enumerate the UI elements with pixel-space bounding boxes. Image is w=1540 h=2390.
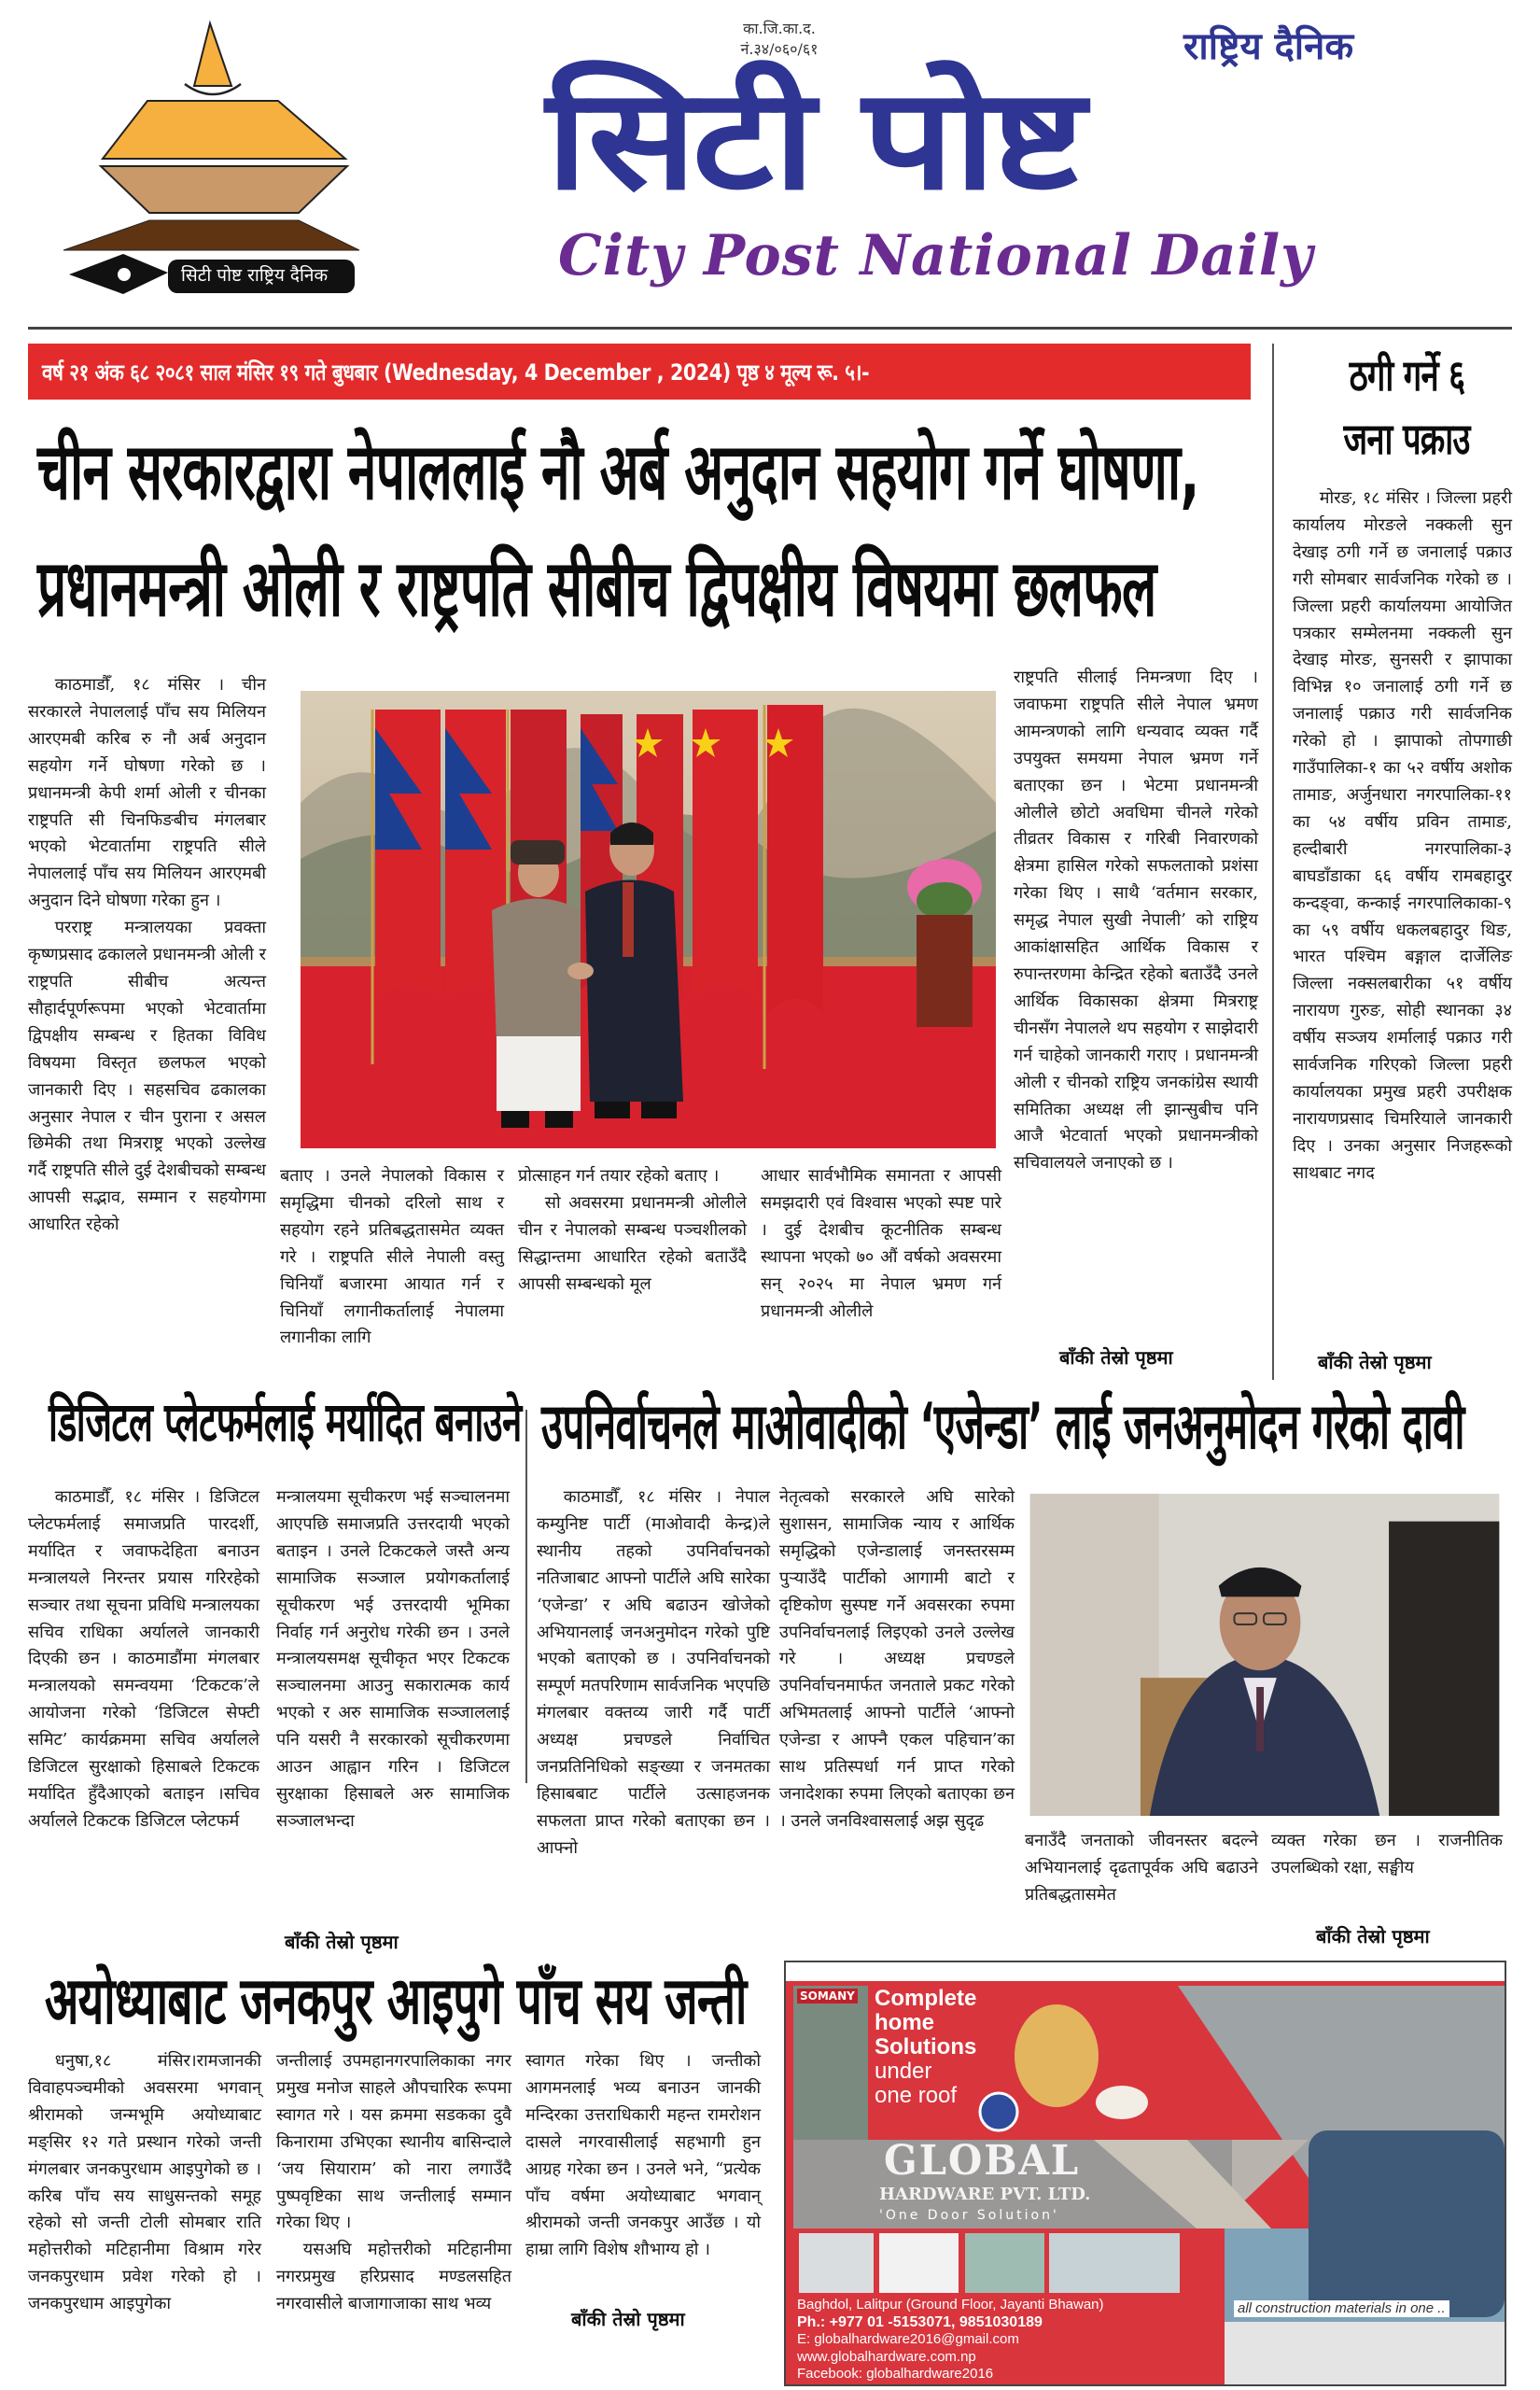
masthead-title-nepali: सिटी पोष्ट — [546, 59, 1082, 221]
registration-number — [723, 19, 835, 60]
ayodhya-col-2 — [276, 2048, 511, 2318]
ayodhya-col-2-para-1: जन्तीलाई उपमहानगरपालिकाका नगर प्रमुख मनोज साहले औपचारिक रूपमा स्वागत गरे । यस क्रममा सडकका दुवै किनारामा उभिएका स्थानीय बासिन्दाले ‘जय सियाराम’ को नारा लगाउँदै पुष्पवृष्टिका साथ जन्तीलाई सम्मान गरेका थिए । — [276, 2051, 511, 2233]
registration-line-1: का.जि.का.द. — [743, 20, 816, 37]
ad-address: Baghdol, Lalitpur (Ground Floor, Jayanti Bhawan) — [797, 2297, 1104, 2313]
maoist-col-2-text: नेतृत्वको सरकारले अघि सारेको सुशासन, सामाजिक न्याय र आर्थिक समृद्धिको एजेन्डालाई जनस्तरसम्म पुर्‍याउँदै पार्टीको आगामी बाटो र दृष्टिकोण सुस्पष्ट गर्ने अवसरका रुपमा उपनिर्वाचनलाई लिइएको उनले उल्लेख गरे । अध्यक्ष प्रचण्डले उपनिर्वाचनमार्फत जनताले प्रकट गरेको अभिमतलाई आफ्नो पार्टीले ‘आफ्नो एजेन्डा र आफ्नै एकल पहिचान’का साथ प्रतिस्पर्धा गर्न प्राप्त गरेको जनादेशका रुपमा लिएको बताएका छन । उनले जनविश्वासलाई अझ सुदृढ — [779, 1487, 1015, 1831]
side-story-body — [1293, 485, 1512, 1188]
masthead-divider — [28, 327, 1512, 330]
digital-col-2-text: मन्त्रालयमा सूचीकरण भई सञ्चालनमा आएपछि समाजप्रति उत्तरदायी भएको बताइन । उनले टिकटकले जस्तै अन्य सामाजिक सञ्जाल प्रयोगकर्तालाई सूचीकरण भई उत्तरदायी भूमिका निर्वाह गर्न अनुरोध गरेकी छन । उनले मन्त्रालयसमक्ष सूचीकृत भएर टिकटक सञ्चालनमा आउनु सकारात्मक कार्य भएको र अरु सामाजिक सञ्जाललाई पनि यसरी नै सरकारको सूचीकरणमा आउन आह्वान गरिन । डिजिटल सुरक्षाका हिसाबले अरु सामाजिक सञ्जालभन्दा — [276, 1487, 510, 1831]
lead-col-4-text: आधार सार्वभौमिक समानता र आपसी समझदारी एवं विश्वास भएको स्पष्ट पारे । दुई देशबीच कूटनीतिक सम्बन्ध स्थापना भएको ७० औं वर्षको अवसरमा सन् २०२५ मा नेपाल भ्रमण गर्न प्रधानमन्त्री ओलीले — [761, 1166, 1001, 1321]
maoist-col-4-text: व्यक्त गरेका छन । राजनीतिक उपलब्धिको रक्षा, सङ्घीय — [1271, 1831, 1503, 1877]
digital-col-1-text: काठमाडौँ, १८ मंसिर । डिजिटल प्लेटफर्मलाई समाजप्रति पारदर्शी, मर्यादित र जवाफदेहिता बनाउन मन्त्रालयले निरन्तर प्रयास गरिरहेको सञ्चार तथा सूचना प्रविधि मन्त्रालयका सचिव राधिका अर्यालले जानकारी दिएकी छन । काठमाडौंमा मंगलबार मन्त्रालयको समन्वयमा ‘टिकटक’ले आयोजना गरेको ‘डिजिटल सेफ्टी समिट’ कार्यक्रममा सचिव अर्यालले डिजिटल सुरक्षाको हिसाबले टिकटक मर्यादित हुँदैआएको बताइन ।सचिव अर्यालले टिकटक डिजिटल प्लेटफर्म — [28, 1487, 259, 1831]
side-headline-line-1: ठगी गर्ने ६ — [1349, 350, 1465, 401]
leaders-handshake-photo-icon — [301, 691, 996, 1148]
digital-col-1 — [28, 1484, 259, 1835]
masthead-logo — [37, 9, 523, 299]
maoist-col-2 — [779, 1484, 1015, 1835]
global-hardware-ad[interactable] — [784, 1961, 1506, 2386]
lead-col-1-para-2: परराष्ट्र मन्त्रालयका प्रवक्ता कृष्णप्रसाद ढकालले प्रधानमन्त्री ओली र राष्ट्रपति सीबीच अत्यन्त सौहार्दपूर्णरूपमा भएको भेटवार्तामा द्विपक्षीय सम्बन्ध र हितका विविध विषयमा विस्तृत छलफल भएको जानकारी दिए । सहसचिव ढकालका अनुसार नेपाल र चीन पुराना र असल छिमेकी तथा मित्रराष्ट्र भएको उल्लेख गर्दै राष्ट्रपति सीले दुई देशबीचको सम्बन्ध आपसी सद्भाव, सम्मान र सहयोगमा आधारित रहेको — [28, 918, 266, 1235]
ad-facebook[interactable]: Facebook: globalhardware2016 — [797, 2366, 994, 2382]
ad-company-sub: HARDWARE PVT. LTD. — [879, 2185, 1091, 2204]
lead-col-2 — [280, 1163, 504, 1352]
side-story-paragraph: मोरङ, १८ मंसिर । जिल्ला प्रहरी कार्यालय मोरङले नक्कली सुन देखाइ ठगी गर्ने छ जनालाई पक्राउ गरी सोमबार सार्वजनिक गरेको छ । जिल्ला प्रहरी कार्यालयमा आयोजित पत्रकार सम्मेलनमा नक्कली सुन देखाइ मोरङ, सुनसरी र झापाका विभिन्न १० जनालाई ठगी गर्ने छ जनालाई पक्राउ गरी सार्वजनिक गरेको हो । झापाको तोपगाछी गाउँपालिका-१ का ५२ वर्षीय अशोक तामाङ, अर्जुनधारा नगरपालिका-११ का ५४ वर्षीय प्रविन तामाङ, हल्दीबारी नगरपालिका-३ बाघडाँडाका ६६ वर्षीय रामबहादुर कन्दङ्वा, कन्काई नगरपालिकाका-९ का ५९ वर्षीय धकलबहादुर थिङ, भारत पश्चिम बङ्गाल दार्जेलिङ जिल्ला नक्सलबारीका ५१ वर्षीय नारायण गुरुङ, सोही स्थानका ३४ वर्षीय सञ्जय शर्मालाई पक्राउ गरी सार्वजनिक गरिएको जिल्ला प्रहरी कार्यालयका प्रमुख प्रहरी उपरीक्षक नारायणप्रसाद चिमरियाले जानकारी दिए । उनका अनुसार निजहरूको साथबाट नगद — [1293, 488, 1512, 1183]
maoist-col-1-text: काठमाडौँ, १८ मंसिर । नेपाल कम्युनिष्ट पार्टी (माओवादी केन्द्र)ले स्थानीय तहको उपनिर्वाचनको नतिजाबाट आफ्नो पार्टीले अघि सारेका ‘एजेन्डा’ र अघि बढाउन खोजेको अभियानलाई जनअनुमोदन गरेको पुष्टि भएको बताएको छ । उपनिर्वाचनको सम्पूर्ण मतपरिणाम सार्वजनिक भएपछि मंगलबार वक्तव्य जारी गर्दै पार्टी अध्यक्ष प्रचण्डले निर्वाचित जनप्रतिनिधिको सङ्ख्या र जनमतका हिसाबबाट पार्टीले उत्साहजनक सफलता प्राप्त गरेको बताएका छन । आफ्नो — [537, 1487, 770, 1858]
ad-phone: Ph.: +977 01 -5153071, 9851030189 — [797, 2313, 1043, 2330]
lead-col-3-para-2: सो अवसरमा प्रधानमन्त्री ओलीले चीन र नेपालको सम्बन्ध पञ्चशीलको सिद्धान्तमा आधारित रहेको बताउँदै आपसी सम्बन्धको मूल — [518, 1192, 747, 1294]
lead-headline-line-1: चीन सरकारद्वारा नेपाललाई नौ अर्ब अनुदान सहयोग गर्ने घोषणा, — [37, 426, 1199, 517]
ad-slogan-4: under — [875, 2059, 932, 2084]
side-headline-line-2: जना पक्राउ — [1343, 414, 1471, 464]
lead-col-5-text: राष्ट्रपति सीलाई निमन्त्रणा दिए । जवाफमा राष्ट्रपति सीले नेपाल भ्रमण आमन्त्रणको लागि धन्यवाद व्यक्त गर्दै उपयुक्त समयमा नेपाल भ्रमण गर्ने बताएका छन । भेटमा प्रधानमन्त्री ओलीले छोटो अवधिमा चीनले गरेको तीव्रतर विकास र गरिबी निवारणको क्षेत्रमा हासिल गरेको सफलताको प्रशंसा गरेका थिए । साथै ‘वर्तमान सरकार, समृद्ध नेपाल सुखी नेपाली’ को राष्ट्रिय आकांक्षासहित आर्थिक विकास र रुपान्तरणमा केन्द्रित रहेको बताउँदै उनले आर्थिक विकासका क्षेत्रमा मित्रराष्ट्र चीनसँग नेपालले थप सहयोग र साझेदारी गर्न चाहेको जानकारी गराए । प्रधानमन्त्री ओली र चीनको राष्ट्रिय जनकांग्रेस स्थायी समितिका अध्यक्ष ली झान्सुबीच पनि आजै भेटवार्ता भएको प्रधानमन्त्रीको सचिवालयले जनाएको छ । — [1014, 668, 1258, 1174]
ad-contact — [797, 2297, 1217, 2383]
lead-col-1-para-1: काठमाडौँ, १८ मंसिर । चीन सरकारले नेपाललाई पाँच सय मिलियन आरएमबी करिब रु नौ अर्ब अनुदान सहयोग गर्ने घोषणा गरेको छ ।प्रधानमन्त्री केपी शर्मा ओली र चीनका राष्ट्रपति सी चिनफिङबीच मंगलबार भएको भेटवार्तामा राष्ट्रपति सीले नेपाललाई पाँच सय मिलियन आरएमबी अनुदान दिने घोषणा गरेका हुन । — [28, 675, 266, 911]
lead-photo — [301, 691, 996, 1148]
maoist-col-4 — [1271, 1828, 1503, 1882]
digital-story-continued[interactable]: बाँकी तेस्रो पृष्ठमा — [285, 1931, 399, 1953]
lead-col-4 — [761, 1163, 1001, 1325]
issue-banner — [28, 344, 1251, 400]
maoist-col-1 — [537, 1484, 770, 1863]
lead-col-1 — [28, 672, 266, 1239]
digital-col-2 — [276, 1484, 510, 1835]
ad-slogan-3: Solutions — [875, 2034, 977, 2060]
lead-col-3-para-1: प्रोत्साहन गर्न तयार रहेको बताए । — [518, 1166, 720, 1186]
ad-email[interactable]: E: globalhardware2016@gmail.com — [797, 2331, 1019, 2347]
issue-banner-text: वर्ष २१ अंक ६८ २०८१ साल मंसिर १९ गते बुधबार (Wednesday, 4 December , 2024) पृष्ठ ४ मूल्य रू. ५।- — [42, 359, 870, 386]
ayodhya-col-1 — [28, 2048, 261, 2318]
ad-brand-badge: SOMANY — [797, 1989, 858, 2003]
ayodhya-story-continued[interactable]: बाँकी तेस्रो पृष्ठमा — [571, 2308, 685, 2330]
side-story-headline — [1293, 347, 1521, 467]
ayodhya-col-1-text: धनुषा,१८ मंसिर।रामजानकी विवाहपञ्चमीको अवसरमा भगवान् श्रीरामको जन्मभूमि अयोध्याबाट मङ्सिर १२ गते प्रस्थान गरेको जन्ती मंगलबार जनकपुरधाम आइपुगेको छ । करिब पाँच सय साधुसन्तको समूह रहेको सो जन्ती टोली सोमबार राति महोत्तरीको मटिहानीमा विश्राम गरेर जनकपुरधाम प्रवेश गरेको हो । जनकपुरधाम आइपुगेका — [28, 2051, 261, 2314]
ad-caption: all construction materials in one .. — [1234, 2300, 1449, 2317]
ayodhya-col-2-para-2: यसअघि महोत्तरीको मटिहानीमा नगरप्रमुख हरिप्रसाद मण्डलसहित नगरवासीले बाजागाजाका साथ भव्य — [276, 2240, 511, 2314]
column-divider-middle — [525, 1410, 527, 1783]
ad-slogan-2: home — [875, 2010, 935, 2035]
maoist-photo — [1027, 1494, 1503, 1816]
ad-website[interactable]: www.globalhardware.com.np — [797, 2348, 976, 2365]
ayodhya-col-3 — [525, 2048, 761, 2264]
maoist-col-3 — [1025, 1828, 1258, 1909]
lead-col-2-text: बताए । उनले नेपालको विकास र समृद्धिमा चीनको दरिलो साथ र सहयोग रहने प्रतिबद्धतासमेत व्यक्त गरे । राष्ट्रपति सीले नेपाली वस्तु चिनियाँ बजारमा आयात गर्न र चिनियाँ लगानीकर्तालाई नेपालमा लगानीका लागि — [280, 1166, 504, 1348]
logo-caption: सिटी पोष्ट राष्ट्रिय दैनिक — [181, 265, 329, 286]
lead-headline-line-2: प्रधानमन्त्री ओली र राष्ट्रपति सीबीच द्विपक्षीय विषयमा छलफल — [37, 542, 1156, 634]
ayodhya-story-headline: अयोध्याबाट जनकपुर आइपुगे पाँच सय जन्ती — [45, 1962, 747, 2039]
leader-portrait-photo-icon — [1027, 1494, 1503, 1816]
registration-line-2: नं.३४/०६०/६१ — [740, 40, 819, 58]
masthead-tagline: राष्ट्रिय दैनिक — [1183, 25, 1354, 68]
lead-col-3 — [518, 1163, 747, 1299]
ad-slogan-1: Complete — [875, 1986, 977, 2011]
pagoda-pen-logo-icon — [37, 9, 523, 299]
ad-slogan-5: one roof — [875, 2083, 958, 2108]
ad-slogan — [875, 1987, 976, 2108]
masthead-title-english: City Post National Daily — [558, 223, 1314, 288]
maoist-story-continued[interactable]: बाँकी तेस्रो पृष्ठमा — [1316, 1925, 1430, 1947]
maoist-col-3-text: बनाउँदै जनताको जीवनस्तर बदल्ने अभियानलाई दृढतापूर्वक अघि बढाउने प्रतिबद्धतासमेत — [1025, 1831, 1258, 1905]
ad-motto: 'One Door Solution' — [879, 2208, 1059, 2223]
ayodhya-col-3-text: स्वागत गरेका थिए । जन्तीको आगमनलाई भव्य बनाउन जानकी मन्दिरका उत्तराधिकारी महन्त रामरोशन दासले नगरवासीलाई सहभागी हुन आग्रह गरेका छन । उनले भने, “प्रत्येक पाँच वर्षमा अयोध्याबाट भगवान् श्रीरामको जन्ती जनकपुर आउँछ । यो हाम्रा लागि विशेष शौभाग्य हो । — [525, 2051, 761, 2260]
lead-col-5 — [1014, 665, 1258, 1177]
ad-company-name: GLOBAL — [884, 2137, 1081, 2185]
digital-story-headline: डिजिटल प्लेटफर्मलाई मर्यादित बनाउने — [49, 1390, 522, 1454]
globe-emblem — [980, 2093, 1017, 2130]
lead-story-continued[interactable]: बाँकी तेस्रो पृष्ठमा — [1059, 1346, 1173, 1369]
maoist-story-headline: उपनिर्वाचनले माओवादीको ‘एजेन्डा’ लाई जनअनुमोदन गरेको दावी — [541, 1390, 1464, 1464]
side-story-continued[interactable]: बाँकी तेस्रो पृष्ठमा — [1318, 1351, 1432, 1373]
column-divider-right — [1272, 344, 1274, 1380]
